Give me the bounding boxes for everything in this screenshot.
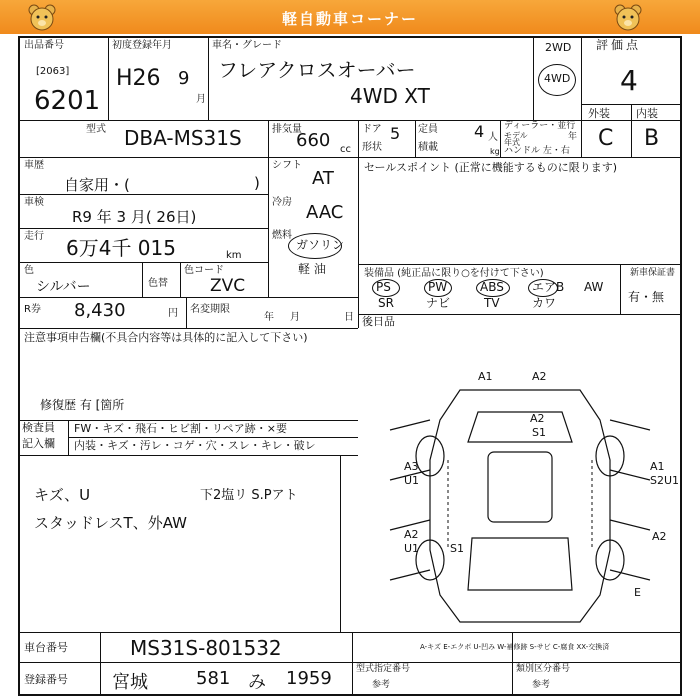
registration-era: H26: [116, 66, 161, 91]
int-score: B: [644, 126, 660, 151]
history-close: ): [254, 174, 260, 192]
mark-u1: U1: [404, 474, 420, 487]
drive-2wd-label: 2WD: [545, 41, 572, 54]
equip-aw: AW: [584, 280, 604, 294]
displacement-unit: cc: [340, 144, 351, 155]
header-banner: [0, 0, 700, 34]
dealer-year-label: 年式: [504, 138, 520, 147]
equip-pw: PW: [428, 280, 448, 294]
mileage-label: 走行: [24, 231, 44, 242]
shift-label: シフト: [272, 160, 302, 171]
equip-sr: SR: [378, 296, 394, 310]
equip-ps-circle: [372, 279, 400, 297]
footer-category: 類別区分番号: [516, 664, 571, 674]
mark-s1: S1: [532, 426, 546, 439]
plate-region: 宮城: [112, 672, 148, 693]
dealer-handle: ハンドル 左・右: [504, 146, 570, 156]
color-tone-label: 色替: [148, 278, 168, 289]
score-label: 評価点: [596, 38, 642, 52]
footer-ref2: 参考: [532, 680, 551, 690]
mark-u1b: U1: [404, 542, 420, 555]
bear-mascot-icon: [612, 3, 644, 33]
inspector-label2: 記入欄: [22, 437, 55, 450]
equip-airbag-circle: [528, 279, 558, 297]
mileage-value: 6万4千 015: [66, 236, 176, 260]
mark-a1b: A1: [650, 460, 665, 473]
fuel-label: 燃料: [272, 230, 292, 241]
new-warranty-label: 新車保証書: [630, 268, 676, 278]
mark-a2d: A2: [652, 530, 667, 543]
footer-spec: 型式指定番号: [356, 664, 411, 674]
equip-ps: PS: [376, 280, 391, 294]
dealer-label: ディーラー・並行: [504, 121, 576, 131]
shape-label: 形状: [362, 142, 382, 153]
plate-kana: み: [248, 672, 266, 693]
notes-label: 注意事項申告欄(不具合内容等は具体的に記入して下さい): [24, 331, 308, 344]
mark-a2c: A2: [404, 528, 419, 541]
fuel-diesel: 軽 油: [298, 262, 326, 276]
inspector-label1: 検査員: [22, 421, 55, 434]
score-value: 4: [620, 64, 638, 97]
equip-leather: カワ: [532, 296, 557, 310]
chassis-value: MS31S-801532: [130, 636, 282, 660]
mark-a2b: A2: [530, 412, 545, 425]
mark-s2u1: S2U1: [650, 474, 680, 487]
color-code-label: 色コード: [184, 265, 224, 276]
recycle-unit: 円: [168, 308, 178, 319]
name-change-month: 月: [290, 312, 300, 323]
shift-value: AT: [312, 168, 334, 189]
mark-a1: A1: [478, 370, 493, 383]
doors-label: ドア: [362, 124, 382, 135]
ac-label: 冷房: [272, 197, 292, 208]
mark-a3: A3: [404, 460, 419, 473]
handwritten-line2: スタッドレスT、外AW: [34, 514, 187, 532]
displacement-value: 660: [296, 130, 331, 151]
recycle-value: 8,430: [74, 300, 126, 321]
ext-score: C: [598, 126, 614, 151]
sales-point-label: セールスポイント (正常に機能するものに限ります): [364, 161, 618, 174]
handwritten-line1: キズ、U: [34, 486, 91, 504]
lot-sub: [2063]: [36, 66, 70, 77]
mark-e: E: [634, 586, 641, 599]
fuel-gasoline: ガソリン: [296, 238, 345, 252]
plate-class: 581: [196, 668, 231, 689]
bear-mascot-icon: [26, 3, 58, 33]
registration-month-unit: 月: [196, 94, 206, 105]
capacity-unit: 人: [488, 132, 498, 143]
equip-abs: ABS: [480, 280, 504, 294]
capacity-label: 定員: [418, 124, 438, 135]
history-value: 自家用・(: [64, 176, 130, 194]
header-title: 軽自動車コーナー: [281, 10, 418, 28]
equipment-label: 装備品 (純正品に限り○を付けて下さい): [364, 268, 544, 279]
inspection-label: 車検: [24, 197, 44, 208]
dealer-year-unit: 年: [568, 132, 578, 142]
history-label: 車歴: [24, 160, 44, 171]
plate-label: 登録番号: [24, 673, 68, 686]
equip-pw-circle: [424, 279, 452, 297]
new-warranty-value: 有・無: [628, 290, 665, 304]
plate-number: 1959: [286, 668, 332, 689]
equip-tv: TV: [484, 296, 500, 310]
ext-label: 外装: [588, 107, 610, 120]
inspection-value: R9 年 3 月( 26日): [72, 208, 197, 226]
int-label: 内装: [636, 107, 658, 120]
chassis-label: 車台番号: [24, 641, 68, 654]
load-label: 積載: [418, 142, 438, 153]
car-name-label: 車名・グレード: [212, 40, 282, 51]
drive-value: 4WD: [544, 72, 571, 85]
color-value: シルバー: [36, 279, 91, 295]
color-label: 色: [24, 265, 34, 276]
load-unit: kg: [490, 147, 500, 156]
lot-label: 出品番号: [24, 40, 64, 51]
name-change-day: 日: [344, 312, 354, 323]
inspector-row2: 内装・キズ・汚レ・コゲ・穴・スレ・キレ・破レ: [74, 439, 316, 452]
name-change-year: 年: [264, 312, 274, 323]
car-name: フレアクロスオーバー: [218, 58, 416, 82]
equip-abs-circle: [476, 279, 510, 297]
car-diagram: [360, 360, 680, 630]
footer-ref: 参考: [372, 680, 391, 690]
dealer-model-label: モデル: [504, 131, 528, 140]
ac-value: AAC: [306, 202, 344, 223]
recycle-label: R券: [24, 304, 41, 315]
mark-s1b: S1: [450, 542, 464, 555]
registration-label: 初度登録年月: [112, 40, 172, 51]
model-value: DBA-MS31S: [124, 126, 242, 150]
doors-value: 5: [390, 124, 401, 143]
registration-month: 9: [178, 68, 190, 89]
displacement-label: 排気量: [272, 124, 302, 135]
car-grade: 4WD XT: [350, 84, 430, 108]
lot-number: 6201: [34, 86, 101, 116]
repair-history: 修復歴 有 [箇所: [40, 398, 125, 412]
rear-seat-label: 後日品: [362, 315, 395, 328]
capacity-value: 4: [474, 122, 485, 141]
damage-legend: A-キズ E-エクボ U-凹み W-補修跡 S-サビ C-腐食 XX-交換済: [420, 643, 610, 651]
equip-navi: ナビ: [426, 296, 451, 310]
color-code: ZVC: [210, 276, 246, 296]
inspector-row1: FW・キズ・飛石・ヒビ割・リペア跡・×要: [74, 422, 287, 435]
mileage-unit: km: [226, 250, 242, 261]
mark-a2: A2: [532, 370, 547, 383]
handwritten-right: 下2塩リ S.Pアト: [200, 488, 298, 503]
model-label: 型式: [86, 124, 106, 135]
equip-airbag: エアB: [532, 280, 565, 294]
name-change-label: 名変期限: [190, 304, 230, 315]
